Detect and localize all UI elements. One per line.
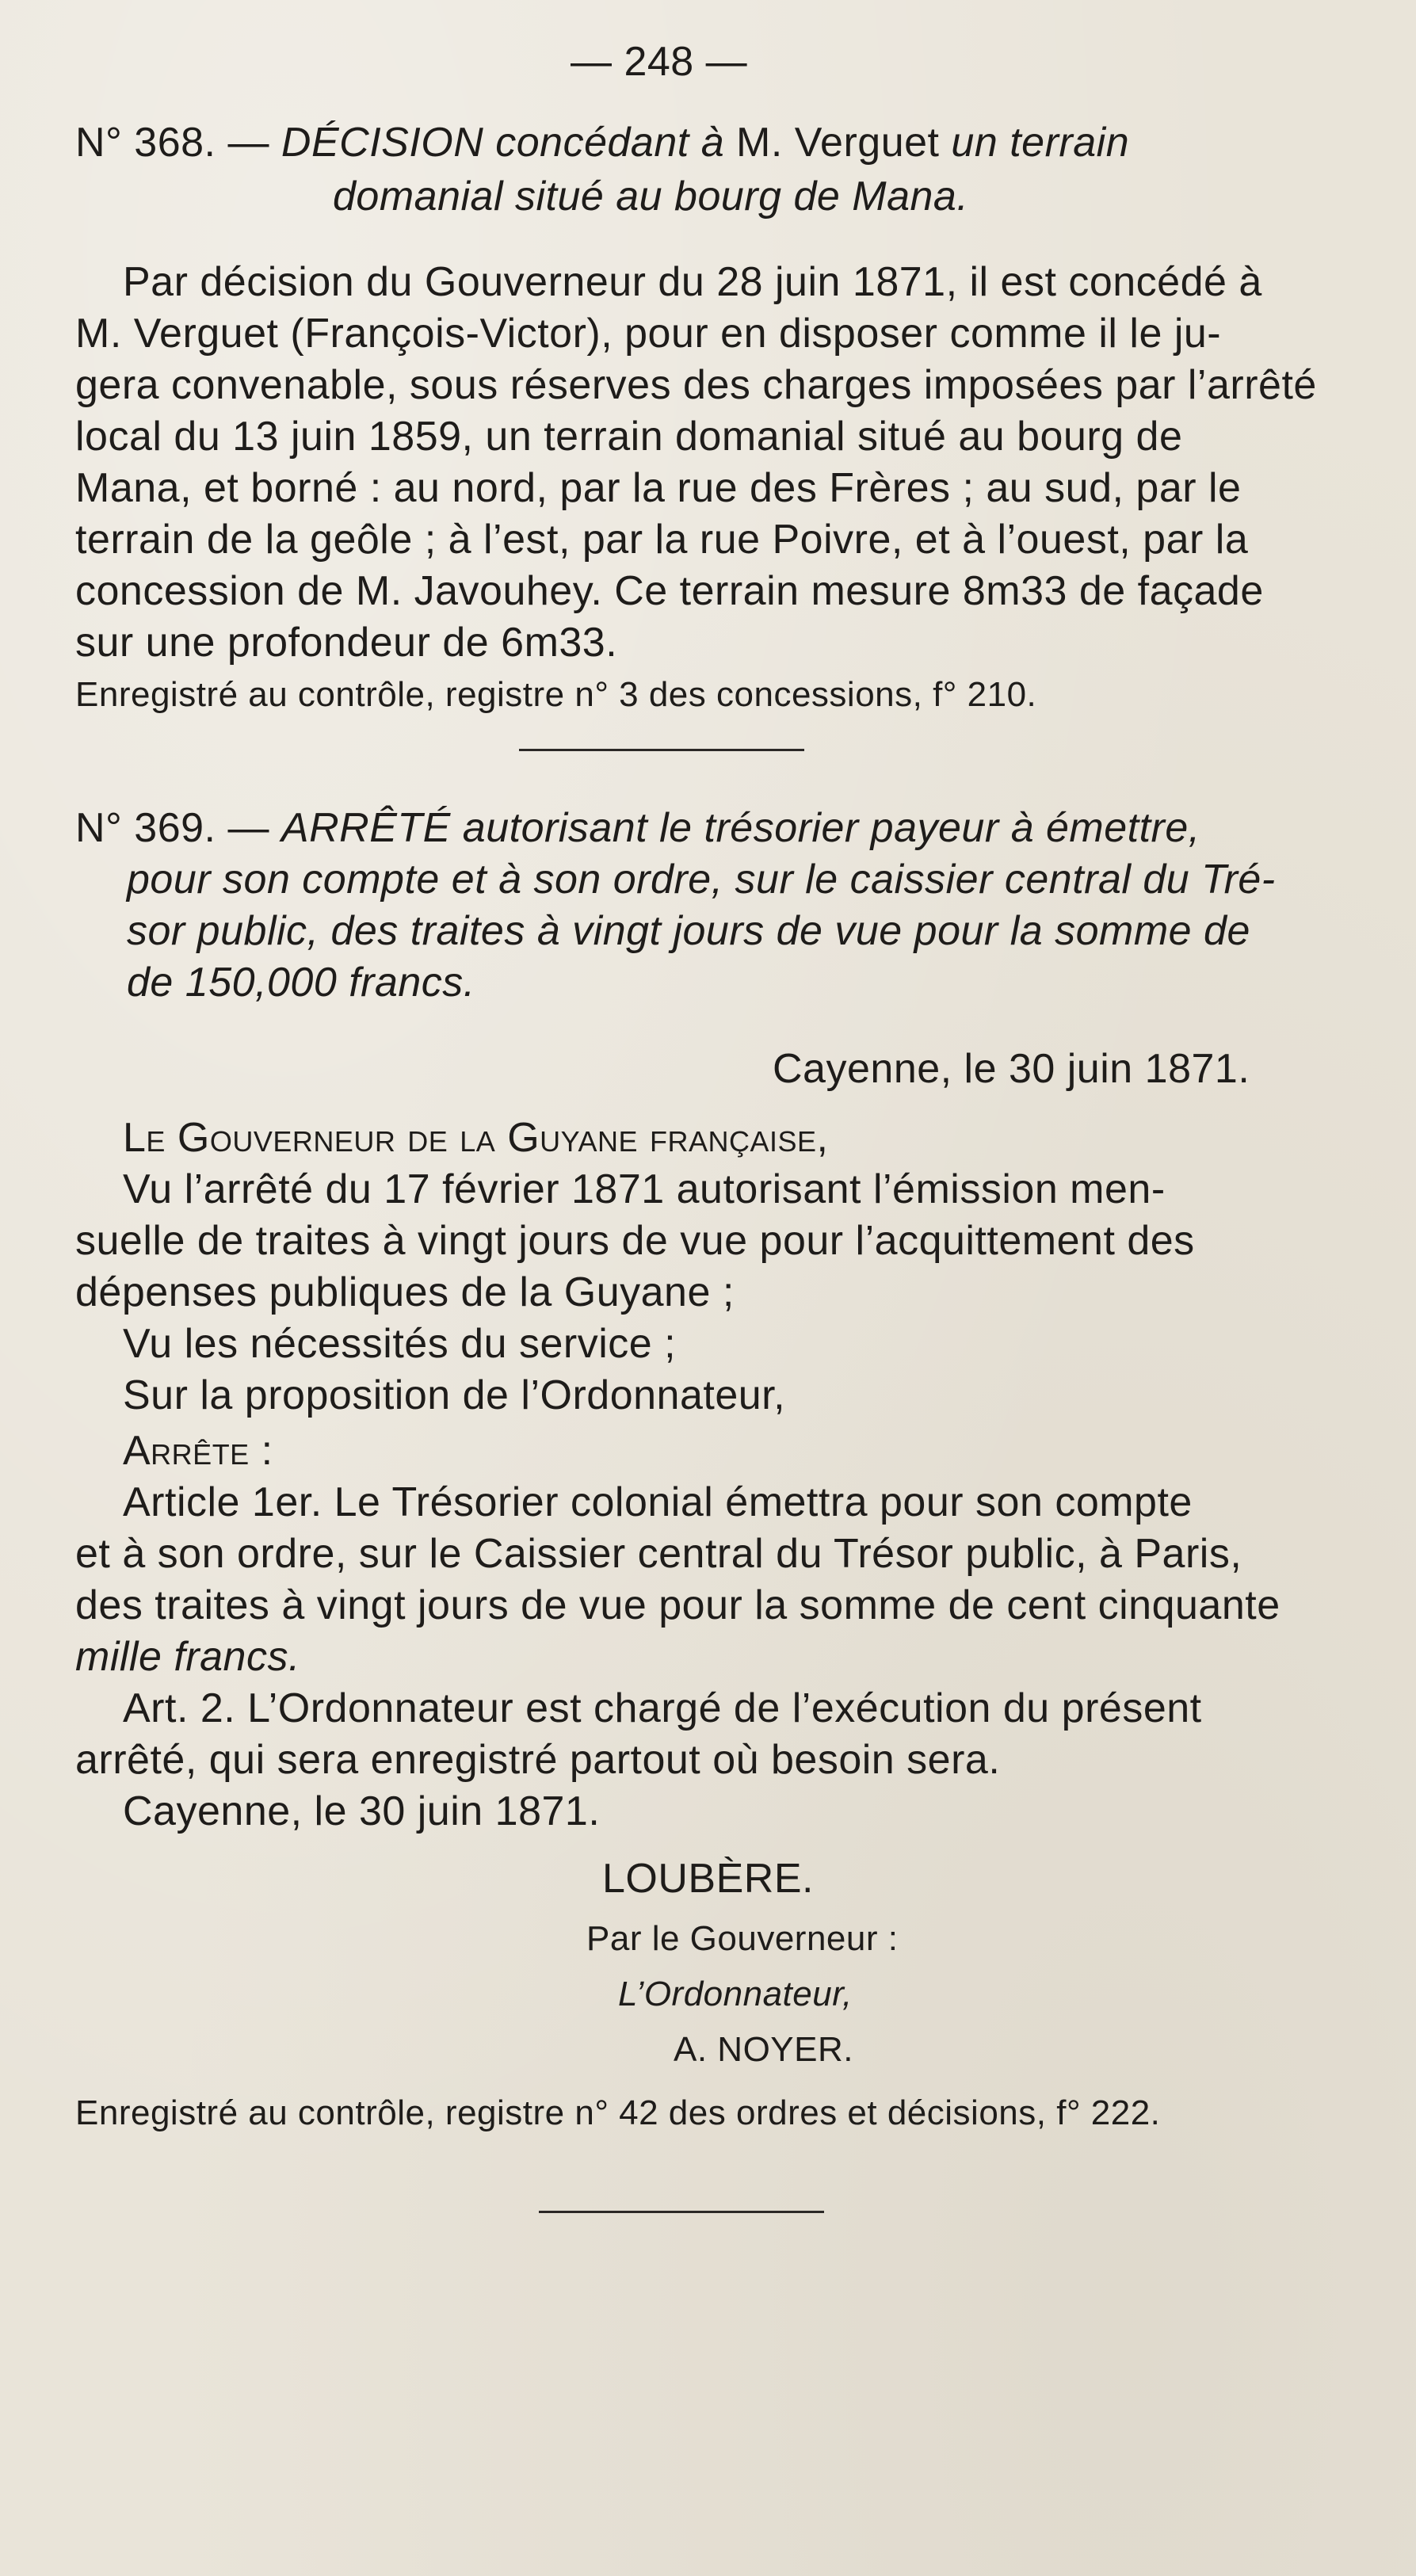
arrete-369-body-line-10: des traites à vingt jours de vue pour la somme de cent cinquante [75, 1582, 1281, 1628]
arrete-369-role: L’Ordonnateur, [618, 1975, 853, 2013]
arrete-369-body-line-8: Article 1er. Le Trésorier colonial émettra pour son compte [123, 1479, 1193, 1525]
arrete-369-heading-end: autorisant le trésorier payeur à émettre, [450, 805, 1200, 851]
arrete-369-heading-line1 [75, 804, 1200, 852]
arrete-369-body-line-14: Cayenne, le 30 juin 1871. [123, 1788, 601, 1834]
decision-368-body-line-5: Mana, et borné : au nord, par la rue des Frères ; au sud, par le [75, 465, 1242, 511]
arrete-369-place-date: Cayenne, le 30 juin 1871. [773, 1046, 1250, 1092]
decision-368-registration: Enregistré au contrôle, registre n° 3 des concessions, f° 210. [75, 675, 1037, 714]
arrete-369-body-line-2: Vu l’arrêté du 17 février 1871 autorisant l’émission men- [123, 1166, 1166, 1212]
arrete-369-body-line-12: Art. 2. L’Ordonnateur est chargé de l’exécution du présent [123, 1685, 1202, 1731]
decision-368-body-line-7: concession de M. Javouhey. Ce terrain mesure 8m33 de façade [75, 568, 1264, 614]
arrete-369-body-line-11: mille francs. [75, 1634, 300, 1680]
arrete-369-body-line-13: arrêté, qui sera enregistré partout où besoin sera. [75, 1737, 1001, 1783]
separator-rule-1 [519, 749, 804, 751]
arrete-369-body-line-3: suelle de traites à vingt jours de vue pour l’acquittement des [75, 1218, 1195, 1264]
decision-368-body-line-1: Par décision du Gouverneur du 28 juin 1871, il est concédé à [123, 259, 1262, 305]
page-number: — 248 — [571, 39, 748, 85]
decision-368-heading-mid: concédant à [483, 120, 737, 166]
decision-368-heading-line1 [75, 119, 1129, 166]
arrete-369-signature: LOUBÈRE. [602, 1856, 814, 1902]
separator-rule-2 [539, 2211, 824, 2213]
arrete-369-body-line-5: Vu les nécessités du service ; [123, 1321, 677, 1367]
arrete-369-number: N° 369. — [75, 805, 281, 851]
decision-368-body-line-8: sur une profondeur de 6m33. [75, 620, 618, 666]
decision-368-heading-line2: domanial situé au bourg de Mana. [333, 174, 969, 219]
decision-368-number: N° 368. — [75, 120, 281, 166]
decision-368-body-line-6: terrain de la geôle ; à l’est, par la rue Poivre, et à l’ouest, par la [75, 517, 1249, 563]
decision-368-body-line-4: local du 13 juin 1859, un terrain domanial situé au bourg de [75, 414, 1183, 460]
arrete-369-body-line-9: et à son ordre, sur le Caissier central du Trésor public, à Paris, [75, 1531, 1242, 1577]
arrete-369-heading-line4: de 150,000 francs. [127, 960, 475, 1006]
arrete-369-heading-line3: sor public, des traites à vingt jours de vue pour la somme de [127, 908, 1250, 954]
decision-368-heading-end: un terrain [939, 120, 1130, 166]
arrete-369-signatory: A. NOYER. [674, 2030, 853, 2069]
arrete-369-body-line-6: Sur la proposition de l’Ordonnateur, [123, 1372, 786, 1418]
arrete-369-by-governor: Par le Gouverneur : [586, 1919, 899, 1958]
decision-368-type: DÉCISION [281, 120, 484, 166]
arrete-369-body-line-1: Le Gouverneur de la Guyane française, [123, 1115, 829, 1161]
decision-368-heading-name: M. Verguet [736, 120, 940, 166]
arrete-369-body-line-7: Arrête : [123, 1428, 273, 1474]
decision-368-body-line-2: M. Verguet (François-Victor), pour en disposer comme il le ju- [75, 311, 1222, 357]
arrete-369-heading-line2: pour son compte et à son ordre, sur le caissier central du Tré- [127, 857, 1276, 903]
decision-368-body-line-3: gera convenable, sous réserves des charges imposées par l’arrêté [75, 362, 1317, 408]
arrete-369-type: ARRÊTÉ [281, 805, 451, 851]
arrete-369-registration: Enregistré au contrôle, registre n° 42 des ordres et décisions, f° 222. [75, 2093, 1161, 2132]
arrete-369-body-line-4: dépenses publiques de la Guyane ; [75, 1269, 735, 1315]
